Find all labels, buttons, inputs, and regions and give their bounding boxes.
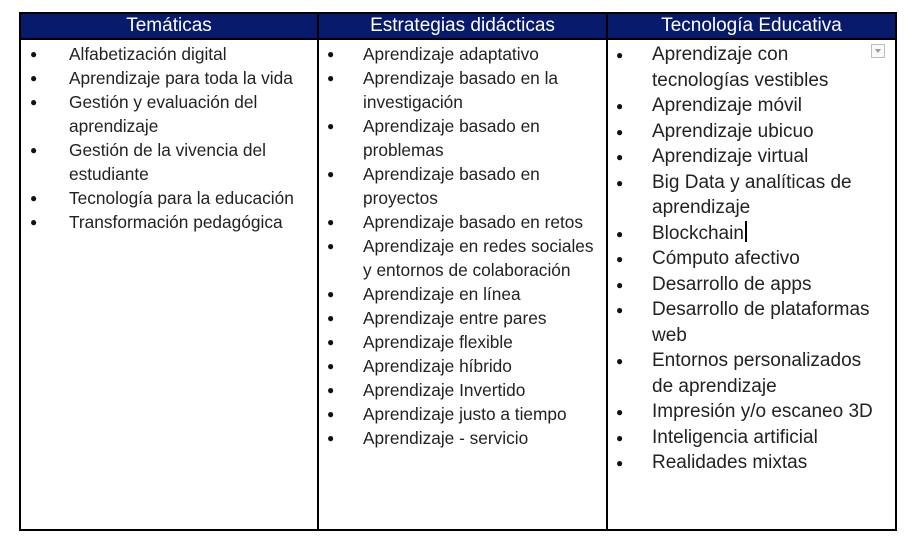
table-header-row <box>20 13 896 39</box>
table-body-row <box>20 39 896 530</box>
list-item: ● Inteligencia artificial <box>608 425 895 451</box>
list-item-active[interactable] <box>608 221 895 247</box>
list-item: ● Aprendizaje ubicuo <box>608 119 895 145</box>
list-item: ● Transformación pedagógica <box>21 210 317 234</box>
text-cursor-icon <box>745 221 747 242</box>
list-item: ● Alfabetización digital <box>21 42 317 66</box>
list-item: ● Aprendizaje basado en problemas <box>319 114 606 162</box>
list-item: ● Aprendizaje en línea <box>319 282 606 306</box>
header-estrategias-didacticas[interactable]: Estrategias didácticas <box>318 13 607 39</box>
document-table <box>19 12 897 531</box>
list-item: ● Gestión y evaluación del aprendizaje <box>21 90 317 138</box>
estrategias-list <box>319 40 606 450</box>
list-item: ● Aprendizaje justo a tiempo <box>319 402 606 426</box>
cell-estrategias[interactable] <box>318 39 607 530</box>
tematicas-list <box>21 40 317 234</box>
list-item: ● Aprendizaje móvil <box>608 93 895 119</box>
list-item: ● Big Data y analíticas de aprendizaje <box>608 170 895 221</box>
cell-tecnologia[interactable] <box>607 39 896 530</box>
list-item: ● Aprendizaje entre pares <box>319 306 606 330</box>
list-item: ● Aprendizaje virtual <box>608 144 895 170</box>
list-item: ● Aprendizaje con tecnologías vestibles <box>608 42 895 93</box>
tecnologia-list <box>608 40 895 476</box>
list-item: ● Impresión y/o escaneo 3D <box>608 399 895 425</box>
list-item: ● Aprendizaje basado en retos <box>319 210 606 234</box>
header-tematicas[interactable]: Temáticas <box>20 13 318 39</box>
list-item: ● Aprendizaje adaptativo <box>319 42 606 66</box>
list-item: ● Desarrollo de apps <box>608 272 895 298</box>
list-item: ● Aprendizaje flexible <box>319 330 606 354</box>
list-item: ● Aprendizaje Invertido <box>319 378 606 402</box>
header-tecnologia-educativa[interactable]: Tecnología Educativa <box>607 13 896 39</box>
list-item: ● Gestión de la vivencia del estudiante <box>21 138 317 186</box>
list-item: ● Realidades mixtas <box>608 450 895 476</box>
list-item: ● Aprendizaje basado en la investigación <box>319 66 606 114</box>
cell-tematicas[interactable] <box>20 39 318 530</box>
list-item: ● Desarrollo de plataformas web <box>608 297 895 348</box>
list-item: ● Aprendizaje híbrido <box>319 354 606 378</box>
list-item: ● Aprendizaje - servicio <box>319 426 606 450</box>
list-item-text: Blockchain <box>652 222 744 244</box>
list-item: ● Aprendizaje en redes sociales y entornos de colaboración <box>319 234 606 282</box>
list-item: ● Aprendizaje basado en proyectos <box>319 162 606 210</box>
list-item: ● Cómputo afectivo <box>608 246 895 272</box>
list-item: ● Tecnología para la educación <box>21 186 317 210</box>
list-item: ● Entornos personalizados de aprendizaje <box>608 348 895 399</box>
list-item: ● Aprendizaje para toda la vida <box>21 66 317 90</box>
